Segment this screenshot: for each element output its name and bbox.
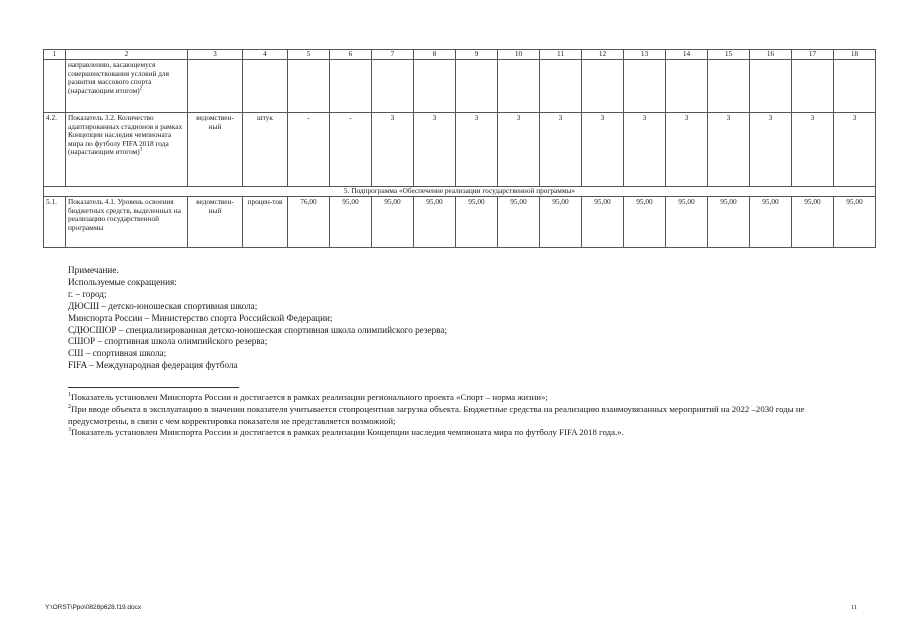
footnotes-block — [68, 392, 858, 439]
empty-cell — [582, 60, 624, 113]
value-cell: 3 — [540, 113, 582, 187]
value-cell: 3 — [750, 113, 792, 187]
source-text: ведомствен-ный — [196, 113, 234, 131]
empty-cell — [834, 60, 876, 113]
footnote-mark: 2 — [68, 403, 71, 410]
value-cell: - — [288, 113, 330, 187]
subprogram-title: 5. Подпрограмма «Обеспечение реализации государственной программы» — [343, 186, 576, 195]
column-number-cell: 17 — [792, 50, 834, 60]
value-cell: 95,00 — [834, 197, 876, 248]
empty-cell — [188, 60, 243, 113]
note-line: СШ – спортивная школа; — [68, 348, 167, 359]
indicator-name-cell — [66, 197, 188, 248]
value-cell: 95,00 — [372, 197, 414, 248]
note-line: Минспорта России – Министерство спорта Российской Федерации; — [68, 312, 333, 323]
column-number-cell: 6 — [330, 50, 372, 60]
file-path: Y:\ORST\Ppo\0828p628.f19.docx — [45, 604, 142, 611]
note-line: ДЮСШ – детско-юношеская спортивная школа; — [68, 300, 258, 311]
column-number-cell: 7 — [372, 50, 414, 60]
note-line: СШОР – спортивная школа олимпийского резерва; — [68, 336, 268, 347]
row-number: 4.2. — [46, 113, 57, 122]
row-number-cell — [44, 197, 66, 248]
row-number-cell — [44, 60, 66, 113]
value-cell: 3 — [708, 113, 750, 187]
value-cell: 3 — [624, 113, 666, 187]
value-cell: - — [330, 113, 372, 187]
note-line: СДЮСШОР – специализированная детско-юношеская спортивная школа олимпийского резерва; — [68, 324, 448, 335]
column-number-cell: 9 — [456, 50, 498, 60]
source-cell — [188, 197, 243, 248]
value-cell: 3 — [372, 113, 414, 187]
footnote-mark: 3 — [68, 427, 71, 434]
column-number-cell: 12 — [582, 50, 624, 60]
column-number-cell: 14 — [666, 50, 708, 60]
footnote-text: При вводе объекта в эксплуатацию в значении показателя учитывается стопроцентная загрузка объекта. Бюджетные средства на реализацию взаимоувязанных мероприятий на 2022 –2030 годы не предусмотрены, в связи с чем корректировка показателя не представляется возможной; — [68, 403, 805, 426]
row-number-cell — [44, 113, 66, 187]
column-number-cell: 8 — [414, 50, 456, 60]
footnote-ref: 3 — [139, 147, 143, 153]
column-number-cell: 1 — [44, 50, 66, 60]
value-cell: 3 — [666, 113, 708, 187]
column-number-cell: 15 — [708, 50, 750, 60]
empty-cell — [414, 60, 456, 113]
value-cell: 3 — [834, 113, 876, 187]
value-cell: 3 — [456, 113, 498, 187]
indicator-name: Показатель 3.2. Количество адаптированных стадионов в рамках Концепции наследия чемпионата мира по футболу FIFA 2018 года (нарастающим итогом) — [68, 113, 183, 157]
indicator-name: направлению, касающемуся совершенствования условий для развития массового спорта (нарастающим итогом) — [68, 60, 169, 95]
indicators-table — [43, 49, 876, 248]
value-cell: 95,00 — [666, 197, 708, 248]
column-number-cell: 3 — [188, 50, 243, 60]
column-number-cell: 11 — [540, 50, 582, 60]
empty-cell — [372, 60, 414, 113]
empty-cell — [666, 60, 708, 113]
value-cell: 95,00 — [498, 197, 540, 248]
empty-cell — [456, 60, 498, 113]
footnote-text: Показатель установлен Минспорта России и достигается в рамках реализации регионального проекта «Спорт – норма жизни»; — [71, 392, 548, 402]
column-number-cell: 13 — [624, 50, 666, 60]
footnote-mark: 1 — [68, 392, 71, 399]
empty-cell — [288, 60, 330, 113]
value-cell: 95,00 — [414, 197, 456, 248]
value-cell: 3 — [792, 113, 834, 187]
page-number: 11 — [851, 604, 858, 611]
column-number-cell: 18 — [834, 50, 876, 60]
footnote — [68, 427, 858, 439]
indicator-name-cell — [66, 60, 188, 113]
note-line: г. – город; — [68, 288, 107, 299]
notes-block — [68, 265, 447, 372]
value-cell: 95,00 — [750, 197, 792, 248]
notes-title: Примечание. — [68, 265, 119, 275]
empty-cell — [330, 60, 372, 113]
unit-cell — [243, 197, 288, 248]
table-row-continuation — [44, 60, 876, 113]
empty-cell — [243, 60, 288, 113]
unit-text: штук — [257, 113, 273, 122]
indicator-name-cell — [66, 113, 188, 187]
footnote — [68, 404, 858, 428]
subprogram-title-cell — [44, 187, 876, 197]
column-number-cell: 5 — [288, 50, 330, 60]
value-cell: 3 — [498, 113, 540, 187]
indicator-name: Показатель 4.1. Уровень освоения бюджетных средств, выделенных на реализацию государственной программы — [68, 197, 181, 232]
table-row-4-2 — [44, 113, 876, 187]
column-number-cell: 10 — [498, 50, 540, 60]
column-number-row — [44, 50, 876, 60]
source-cell — [188, 113, 243, 187]
note-line: FIFA – Международная федерация футбола — [68, 360, 238, 371]
footnote-ref: 2 — [139, 86, 143, 92]
value-cell: 95,00 — [582, 197, 624, 248]
column-number-cell: 16 — [750, 50, 792, 60]
value-cell: 95,00 — [708, 197, 750, 248]
table-row-5-1 — [44, 197, 876, 248]
row-number: 5.1. — [46, 197, 57, 206]
empty-cell — [792, 60, 834, 113]
footnote-text: Показатель установлен Минспорта России и достигается в рамках реализации Концепции наследия чемпионата мира по футболу FIFA 2018 года.». — [71, 427, 624, 438]
empty-cell — [624, 60, 666, 113]
value-cell: 3 — [414, 113, 456, 187]
value-cell: 95,00 — [792, 197, 834, 248]
value-cell: 95,00 — [624, 197, 666, 248]
value-cell: 95,00 — [540, 197, 582, 248]
value-cell: 76,00 — [288, 197, 330, 248]
unit-cell — [243, 113, 288, 187]
value-cell: 95,00 — [330, 197, 372, 248]
footnote — [68, 392, 858, 404]
source-text: ведомствен-ный — [196, 197, 234, 215]
empty-cell — [708, 60, 750, 113]
empty-cell — [540, 60, 582, 113]
value-cell: 3 — [582, 113, 624, 187]
empty-cell — [498, 60, 540, 113]
value-cell: 95,00 — [456, 197, 498, 248]
column-number-cell: 4 — [243, 50, 288, 60]
column-number-cell: 2 — [66, 50, 188, 60]
subprogram-row — [44, 187, 876, 197]
note-line: Используемые сокращения: — [68, 276, 177, 287]
unit-text: процен-тов — [247, 197, 283, 206]
footnote-divider — [68, 387, 239, 388]
empty-cell — [750, 60, 792, 113]
